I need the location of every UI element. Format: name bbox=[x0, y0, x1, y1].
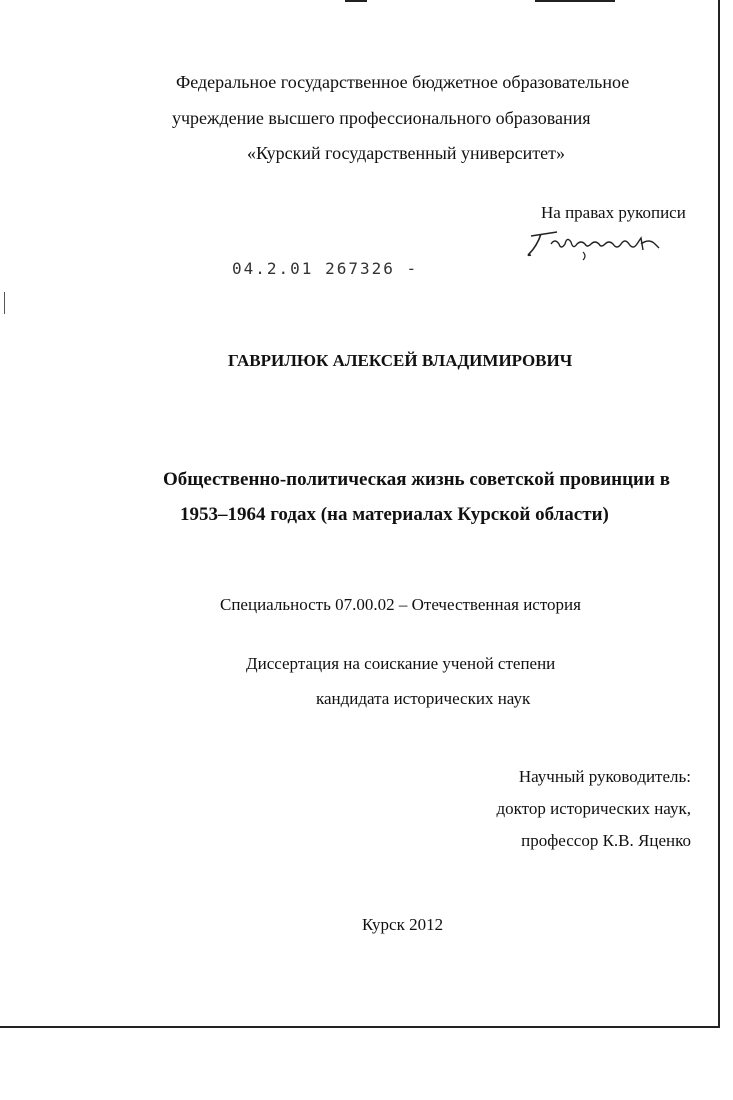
degree-line-1: Диссертация на соискание ученой степени bbox=[246, 654, 556, 673]
registry-number-stamp: 04.2.01 267326 - bbox=[232, 259, 419, 278]
manuscript-note: На правах рукописи bbox=[541, 203, 686, 222]
right-scan-edge bbox=[718, 0, 720, 1028]
institution-line-3: «Курский государственный университет» bbox=[247, 143, 566, 163]
supervisor-degree: доктор исторических наук, bbox=[496, 799, 691, 818]
supervisor-name: профессор К.В. Яценко bbox=[521, 831, 691, 850]
top-scan-mark-left bbox=[345, 0, 367, 2]
author-name: ГАВРИЛЮК АЛЕКСЕЙ ВЛАДИМИРОВИЧ bbox=[228, 351, 573, 370]
left-scan-mark bbox=[4, 292, 5, 314]
top-scan-mark-right bbox=[535, 0, 615, 2]
dissertation-title-line-1: Общественно-политическая жизнь советской провинции в bbox=[163, 469, 670, 490]
bottom-scan-edge bbox=[0, 1026, 720, 1028]
dissertation-title-line-2: 1953–1964 годах (на материалах Курской области) bbox=[180, 504, 609, 525]
degree-line-2: кандидата исторических наук bbox=[316, 689, 531, 708]
place-year: Курск 2012 bbox=[362, 915, 444, 934]
institution-line-1: Федеральное государственное бюджетное образовательное bbox=[176, 72, 630, 92]
specialty: Специальность 07.00.02 – Отечественная история bbox=[220, 595, 581, 614]
supervisor-label: Научный руководитель: bbox=[518, 767, 691, 786]
institution-line-2: учреждение высшего профессионального образования bbox=[172, 108, 591, 128]
handwritten-signature bbox=[523, 222, 673, 262]
